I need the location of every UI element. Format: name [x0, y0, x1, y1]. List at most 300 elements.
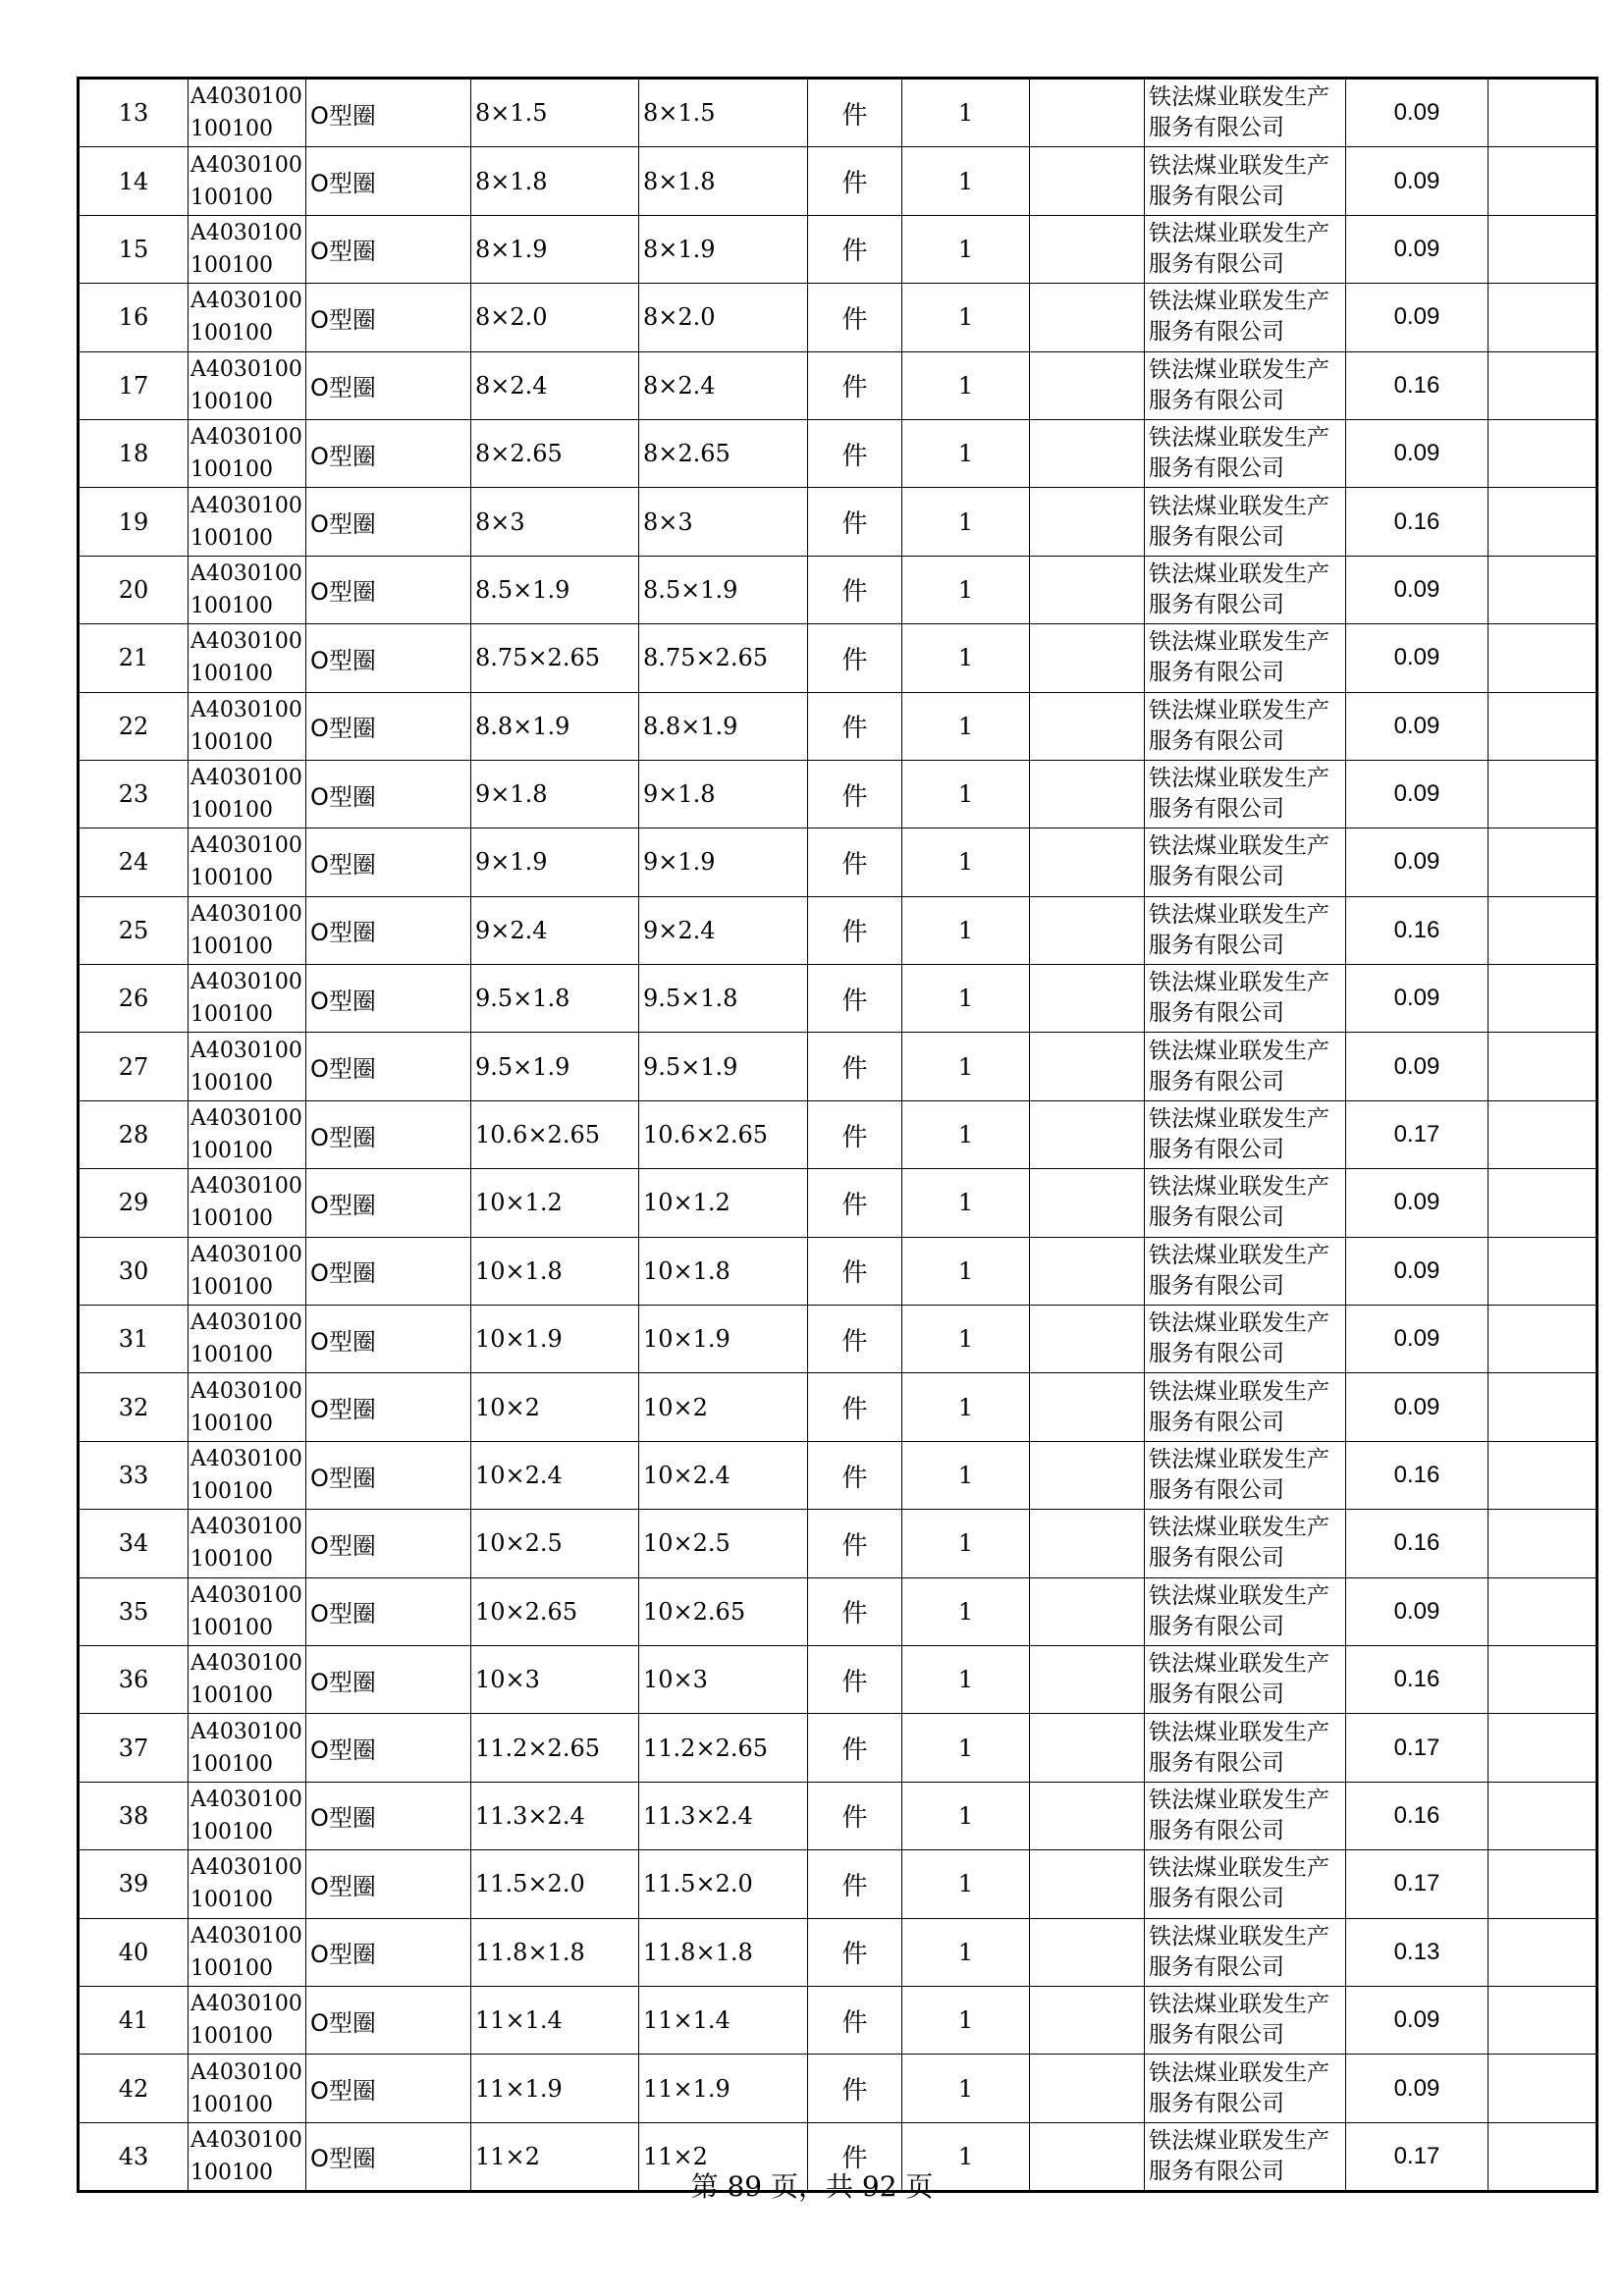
unit-cell: 件 [808, 1714, 902, 1782]
price-cell: 0.16 [1346, 1645, 1489, 1713]
model-cell: 8.8×1.9 [639, 692, 808, 760]
spec-cell: 8×1.5 [471, 79, 639, 147]
quantity-cell: 1 [902, 2122, 1030, 2191]
row-index-cell: 18 [79, 419, 189, 487]
material-code-cell: A4030100100100 [189, 1782, 306, 1849]
table-row [79, 624, 1597, 692]
spec-cell: 8×2.65 [471, 419, 639, 487]
unit-cell: 件 [808, 1237, 902, 1305]
unit-cell: 件 [808, 965, 902, 1033]
note-cell [1030, 1237, 1145, 1305]
row-index-cell: 13 [79, 79, 189, 147]
spec-cell: 11.3×2.4 [471, 1782, 639, 1849]
material-code-cell: A4030100100100 [189, 419, 306, 487]
remark-cell [1489, 624, 1597, 692]
note-cell [1030, 1100, 1145, 1168]
remark-cell [1489, 760, 1597, 828]
table-row [79, 828, 1597, 896]
note-cell [1030, 556, 1145, 623]
price-cell: 0.09 [1346, 965, 1489, 1033]
material-code-cell: A4030100100100 [189, 896, 306, 964]
material-code-cell: A4030100100100 [189, 1033, 306, 1100]
model-cell: 9.5×1.8 [639, 965, 808, 1033]
remark-cell [1489, 1100, 1597, 1168]
model-cell: 10×1.9 [639, 1306, 808, 1373]
row-index-cell: 43 [79, 2122, 189, 2191]
table-row [79, 1169, 1597, 1237]
supplier-cell: 铁法煤业联发生产服务有限公司 [1145, 1441, 1346, 1509]
spec-cell: 9×1.8 [471, 760, 639, 828]
model-cell: 11.5×2.0 [639, 1850, 808, 1918]
model-cell: 11.8×1.8 [639, 1918, 808, 1986]
material-code-cell: A4030100100100 [189, 1986, 306, 2054]
remark-cell [1489, 215, 1597, 283]
model-cell: 10×2.4 [639, 1441, 808, 1509]
price-cell: 0.16 [1346, 1782, 1489, 1849]
row-index-cell: 19 [79, 488, 189, 556]
quantity-cell: 1 [902, 1169, 1030, 1237]
remark-cell [1489, 1714, 1597, 1782]
row-index-cell: 37 [79, 1714, 189, 1782]
material-code-cell: A4030100100100 [189, 147, 306, 215]
quantity-cell: 1 [902, 1645, 1030, 1713]
quantity-cell: 1 [902, 1782, 1030, 1849]
model-cell: 10×2 [639, 1373, 808, 1441]
unit-cell: 件 [808, 1169, 902, 1237]
item-name-cell: O型圈 [306, 1645, 471, 1713]
spec-cell: 9×2.4 [471, 896, 639, 964]
price-cell: 0.09 [1346, 692, 1489, 760]
spec-cell: 11×1.4 [471, 1986, 639, 2054]
spec-cell: 10×2.4 [471, 1441, 639, 1509]
note-cell [1030, 1510, 1145, 1577]
unit-cell: 件 [808, 1918, 902, 1986]
row-index-cell: 35 [79, 1577, 189, 1645]
row-index-cell: 14 [79, 147, 189, 215]
table-row [79, 351, 1597, 419]
material-code-cell: A4030100100100 [189, 1510, 306, 1577]
model-cell: 10×1.8 [639, 1237, 808, 1305]
item-name-cell: O型圈 [306, 1306, 471, 1373]
remark-cell [1489, 419, 1597, 487]
item-name-cell: O型圈 [306, 215, 471, 283]
unit-cell: 件 [808, 147, 902, 215]
model-cell: 8×2.4 [639, 351, 808, 419]
supplier-cell: 铁法煤业联发生产服务有限公司 [1145, 1100, 1346, 1168]
unit-cell: 件 [808, 1033, 902, 1100]
quantity-cell: 1 [902, 284, 1030, 351]
unit-cell: 件 [808, 556, 902, 623]
note-cell [1030, 1782, 1145, 1849]
quantity-cell: 1 [902, 147, 1030, 215]
item-name-cell: O型圈 [306, 488, 471, 556]
price-cell: 0.17 [1346, 1714, 1489, 1782]
model-cell: 11×2 [639, 2122, 808, 2191]
supplier-cell: 铁法煤业联发生产服务有限公司 [1145, 1782, 1346, 1849]
supplier-cell: 铁法煤业联发生产服务有限公司 [1145, 692, 1346, 760]
price-cell: 0.16 [1346, 1441, 1489, 1509]
material-code-cell: A4030100100100 [189, 79, 306, 147]
supplier-cell: 铁法煤业联发生产服务有限公司 [1145, 1169, 1346, 1237]
row-index-cell: 33 [79, 1441, 189, 1509]
price-cell: 0.09 [1346, 147, 1489, 215]
note-cell [1030, 828, 1145, 896]
table-row [79, 1306, 1597, 1373]
material-code-cell: A4030100100100 [189, 692, 306, 760]
note-cell [1030, 351, 1145, 419]
price-cell: 0.09 [1346, 1169, 1489, 1237]
table-row [79, 1714, 1597, 1782]
row-index-cell: 38 [79, 1782, 189, 1849]
supplier-cell: 铁法煤业联发生产服务有限公司 [1145, 556, 1346, 623]
quantity-cell: 1 [902, 965, 1030, 1033]
remark-cell [1489, 692, 1597, 760]
price-cell: 0.16 [1346, 351, 1489, 419]
remark-cell [1489, 1645, 1597, 1713]
price-cell: 0.09 [1346, 1986, 1489, 2054]
table-row [79, 1033, 1597, 1100]
table-row [79, 556, 1597, 623]
unit-cell: 件 [808, 351, 902, 419]
note-cell [1030, 1714, 1145, 1782]
spec-cell: 9×1.9 [471, 828, 639, 896]
remark-cell [1489, 2055, 1597, 2122]
table-row [79, 1510, 1597, 1577]
spec-cell: 11.5×2.0 [471, 1850, 639, 1918]
note-cell [1030, 284, 1145, 351]
model-cell: 8×2.65 [639, 419, 808, 487]
price-cell: 0.16 [1346, 1510, 1489, 1577]
model-cell: 8×1.5 [639, 79, 808, 147]
material-code-cell: A4030100100100 [189, 1373, 306, 1441]
price-cell: 0.17 [1346, 2122, 1489, 2191]
table-row [79, 1441, 1597, 1509]
price-cell: 0.13 [1346, 1918, 1489, 1986]
price-cell: 0.09 [1346, 1373, 1489, 1441]
row-index-cell: 22 [79, 692, 189, 760]
remark-cell [1489, 284, 1597, 351]
model-cell: 8×1.8 [639, 147, 808, 215]
remark-cell [1489, 1306, 1597, 1373]
unit-cell: 件 [808, 1373, 902, 1441]
quantity-cell: 1 [902, 419, 1030, 487]
spec-cell: 8.5×1.9 [471, 556, 639, 623]
item-name-cell: O型圈 [306, 556, 471, 623]
quantity-cell: 1 [902, 1714, 1030, 1782]
material-code-cell: A4030100100100 [189, 215, 306, 283]
spec-cell: 8×1.8 [471, 147, 639, 215]
unit-cell: 件 [808, 896, 902, 964]
unit-cell: 件 [808, 1577, 902, 1645]
supplier-cell: 铁法煤业联发生产服务有限公司 [1145, 284, 1346, 351]
row-index-cell: 27 [79, 1033, 189, 1100]
table-row [79, 147, 1597, 215]
note-cell [1030, 1918, 1145, 1986]
quantity-cell: 1 [902, 556, 1030, 623]
unit-cell: 件 [808, 1510, 902, 1577]
supplier-cell: 铁法煤业联发生产服务有限公司 [1145, 896, 1346, 964]
spec-cell: 11.8×1.8 [471, 1918, 639, 1986]
quantity-cell: 1 [902, 1373, 1030, 1441]
material-code-cell: A4030100100100 [189, 1850, 306, 1918]
quantity-cell: 1 [902, 1306, 1030, 1373]
price-cell: 0.09 [1346, 760, 1489, 828]
supplier-cell: 铁法煤业联发生产服务有限公司 [1145, 1850, 1346, 1918]
table-body [79, 79, 1597, 2192]
remark-cell [1489, 1033, 1597, 1100]
quantity-cell: 1 [902, 488, 1030, 556]
note-cell [1030, 1577, 1145, 1645]
item-name-cell: O型圈 [306, 2055, 471, 2122]
material-code-cell: A4030100100100 [189, 1645, 306, 1713]
item-name-cell: O型圈 [306, 760, 471, 828]
note-cell [1030, 692, 1145, 760]
remark-cell [1489, 965, 1597, 1033]
row-index-cell: 30 [79, 1237, 189, 1305]
remark-cell [1489, 1441, 1597, 1509]
price-cell: 0.17 [1346, 1850, 1489, 1918]
unit-cell: 件 [808, 1100, 902, 1168]
material-code-cell: A4030100100100 [189, 1714, 306, 1782]
spec-cell: 8×1.9 [471, 215, 639, 283]
table-row [79, 896, 1597, 964]
quantity-cell: 1 [902, 215, 1030, 283]
item-name-cell: O型圈 [306, 1986, 471, 2054]
spec-cell: 8×3 [471, 488, 639, 556]
unit-cell: 件 [808, 760, 902, 828]
note-cell [1030, 1373, 1145, 1441]
item-name-cell: O型圈 [306, 1033, 471, 1100]
item-name-cell: O型圈 [306, 351, 471, 419]
supplier-cell: 铁法煤业联发生产服务有限公司 [1145, 828, 1346, 896]
spec-cell: 11×1.9 [471, 2055, 639, 2122]
row-index-cell: 31 [79, 1306, 189, 1373]
table-row [79, 1237, 1597, 1305]
model-cell: 10×3 [639, 1645, 808, 1713]
note-cell [1030, 1986, 1145, 2054]
quantity-cell: 1 [902, 896, 1030, 964]
spec-cell: 11.2×2.65 [471, 1714, 639, 1782]
model-cell: 9.5×1.9 [639, 1033, 808, 1100]
row-index-cell: 36 [79, 1645, 189, 1713]
remark-cell [1489, 1918, 1597, 1986]
item-name-cell: O型圈 [306, 624, 471, 692]
spec-cell: 10×3 [471, 1645, 639, 1713]
spec-cell: 9.5×1.8 [471, 965, 639, 1033]
remark-cell [1489, 351, 1597, 419]
spec-cell: 10×1.9 [471, 1306, 639, 1373]
note-cell [1030, 965, 1145, 1033]
parts-table [77, 77, 1598, 2193]
supplier-cell: 铁法煤业联发生产服务有限公司 [1145, 1986, 1346, 2054]
row-index-cell: 26 [79, 965, 189, 1033]
model-cell: 8×2.0 [639, 284, 808, 351]
row-index-cell: 17 [79, 351, 189, 419]
supplier-cell: 铁法煤业联发生产服务有限公司 [1145, 488, 1346, 556]
item-name-cell: O型圈 [306, 692, 471, 760]
model-cell: 9×1.8 [639, 760, 808, 828]
unit-cell: 件 [808, 1306, 902, 1373]
material-code-cell: A4030100100100 [189, 1577, 306, 1645]
quantity-cell: 1 [902, 1237, 1030, 1305]
model-cell: 10×2.5 [639, 1510, 808, 1577]
item-name-cell: O型圈 [306, 1850, 471, 1918]
quantity-cell: 1 [902, 760, 1030, 828]
item-name-cell: O型圈 [306, 1373, 471, 1441]
quantity-cell: 1 [902, 828, 1030, 896]
remark-cell [1489, 1986, 1597, 2054]
note-cell [1030, 147, 1145, 215]
item-name-cell: O型圈 [306, 1577, 471, 1645]
note-cell [1030, 1169, 1145, 1237]
supplier-cell: 铁法煤业联发生产服务有限公司 [1145, 1918, 1346, 1986]
item-name-cell: O型圈 [306, 1441, 471, 1509]
table-row [79, 1577, 1597, 1645]
table-row [79, 1850, 1597, 1918]
material-code-cell: A4030100100100 [189, 284, 306, 351]
quantity-cell: 1 [902, 1918, 1030, 1986]
unit-cell: 件 [808, 1441, 902, 1509]
table-row [79, 1645, 1597, 1713]
item-name-cell: O型圈 [306, 284, 471, 351]
supplier-cell: 铁法煤业联发生产服务有限公司 [1145, 1645, 1346, 1713]
table-row [79, 760, 1597, 828]
row-index-cell: 15 [79, 215, 189, 283]
spec-cell: 8.75×2.65 [471, 624, 639, 692]
item-name-cell: O型圈 [306, 1237, 471, 1305]
table-row [79, 2055, 1597, 2122]
remark-cell [1489, 1510, 1597, 1577]
table-row [79, 215, 1597, 283]
note-cell [1030, 624, 1145, 692]
note-cell [1030, 760, 1145, 828]
price-cell: 0.09 [1346, 556, 1489, 623]
remark-cell [1489, 1850, 1597, 1918]
unit-cell: 件 [808, 419, 902, 487]
unit-cell: 件 [808, 1645, 902, 1713]
material-code-cell: A4030100100100 [189, 2122, 306, 2191]
item-name-cell: O型圈 [306, 896, 471, 964]
model-cell: 8.75×2.65 [639, 624, 808, 692]
quantity-cell: 1 [902, 1986, 1030, 2054]
supplier-cell: 铁法煤业联发生产服务有限公司 [1145, 760, 1346, 828]
price-cell: 0.16 [1346, 896, 1489, 964]
spec-cell: 10×2 [471, 1373, 639, 1441]
unit-cell: 件 [808, 2122, 902, 2191]
price-cell: 0.09 [1346, 284, 1489, 351]
row-index-cell: 41 [79, 1986, 189, 2054]
unit-cell: 件 [808, 488, 902, 556]
supplier-cell: 铁法煤业联发生产服务有限公司 [1145, 1033, 1346, 1100]
table-row [79, 284, 1597, 351]
model-cell: 8.5×1.9 [639, 556, 808, 623]
model-cell: 11×1.9 [639, 2055, 808, 2122]
supplier-cell: 铁法煤业联发生产服务有限公司 [1145, 147, 1346, 215]
row-index-cell: 32 [79, 1373, 189, 1441]
supplier-cell: 铁法煤业联发生产服务有限公司 [1145, 1306, 1346, 1373]
unit-cell: 件 [808, 2055, 902, 2122]
note-cell [1030, 1306, 1145, 1373]
model-cell: 11.3×2.4 [639, 1782, 808, 1849]
page-footer: 第 89 页，共 92 页 [690, 2170, 934, 2203]
model-cell: 10×2.65 [639, 1577, 808, 1645]
quantity-cell: 1 [902, 1033, 1030, 1100]
price-cell: 0.09 [1346, 2055, 1489, 2122]
table-row [79, 1782, 1597, 1849]
note-cell [1030, 488, 1145, 556]
item-name-cell: O型圈 [306, 1510, 471, 1577]
spec-cell: 8×2.4 [471, 351, 639, 419]
table-row [79, 1373, 1597, 1441]
remark-cell [1489, 828, 1597, 896]
item-name-cell: O型圈 [306, 2122, 471, 2191]
table-row [79, 488, 1597, 556]
supplier-cell: 铁法煤业联发生产服务有限公司 [1145, 1237, 1346, 1305]
row-index-cell: 34 [79, 1510, 189, 1577]
material-code-cell: A4030100100100 [189, 624, 306, 692]
row-index-cell: 39 [79, 1850, 189, 1918]
item-name-cell: O型圈 [306, 1169, 471, 1237]
remark-cell [1489, 1169, 1597, 1237]
unit-cell: 件 [808, 692, 902, 760]
row-index-cell: 20 [79, 556, 189, 623]
item-name-cell: O型圈 [306, 419, 471, 487]
material-code-cell: A4030100100100 [189, 1237, 306, 1305]
item-name-cell: O型圈 [306, 147, 471, 215]
spec-cell: 10.6×2.65 [471, 1100, 639, 1168]
quantity-cell: 1 [902, 1100, 1030, 1168]
spec-cell: 11×2 [471, 2122, 639, 2191]
note-cell [1030, 1850, 1145, 1918]
unit-cell: 件 [808, 828, 902, 896]
price-cell: 0.09 [1346, 828, 1489, 896]
table-row [79, 1986, 1597, 2054]
note-cell [1030, 2055, 1145, 2122]
material-code-cell: A4030100100100 [189, 1100, 306, 1168]
item-name-cell: O型圈 [306, 79, 471, 147]
quantity-cell: 1 [902, 79, 1030, 147]
table-row [79, 79, 1597, 147]
price-cell: 0.09 [1346, 1577, 1489, 1645]
supplier-cell: 铁法煤业联发生产服务有限公司 [1145, 1577, 1346, 1645]
price-cell: 0.09 [1346, 79, 1489, 147]
quantity-cell: 1 [902, 1577, 1030, 1645]
table-row [79, 965, 1597, 1033]
unit-cell: 件 [808, 215, 902, 283]
material-code-cell: A4030100100100 [189, 488, 306, 556]
quantity-cell: 1 [902, 692, 1030, 760]
unit-cell: 件 [808, 1986, 902, 2054]
spec-cell: 10×2.5 [471, 1510, 639, 1577]
table-row [79, 692, 1597, 760]
material-code-cell: A4030100100100 [189, 760, 306, 828]
remark-cell [1489, 1577, 1597, 1645]
spec-cell: 9.5×1.9 [471, 1033, 639, 1100]
remark-cell [1489, 79, 1597, 147]
model-cell: 11.2×2.65 [639, 1714, 808, 1782]
quantity-cell: 1 [902, 351, 1030, 419]
item-name-cell: O型圈 [306, 1918, 471, 1986]
material-code-cell: A4030100100100 [189, 556, 306, 623]
remark-cell [1489, 896, 1597, 964]
spec-cell: 8.8×1.9 [471, 692, 639, 760]
note-cell [1030, 896, 1145, 964]
supplier-cell: 铁法煤业联发生产服务有限公司 [1145, 1714, 1346, 1782]
spec-cell: 10×1.2 [471, 1169, 639, 1237]
table-row [79, 1100, 1597, 1168]
note-cell [1030, 1033, 1145, 1100]
model-cell: 8×1.9 [639, 215, 808, 283]
